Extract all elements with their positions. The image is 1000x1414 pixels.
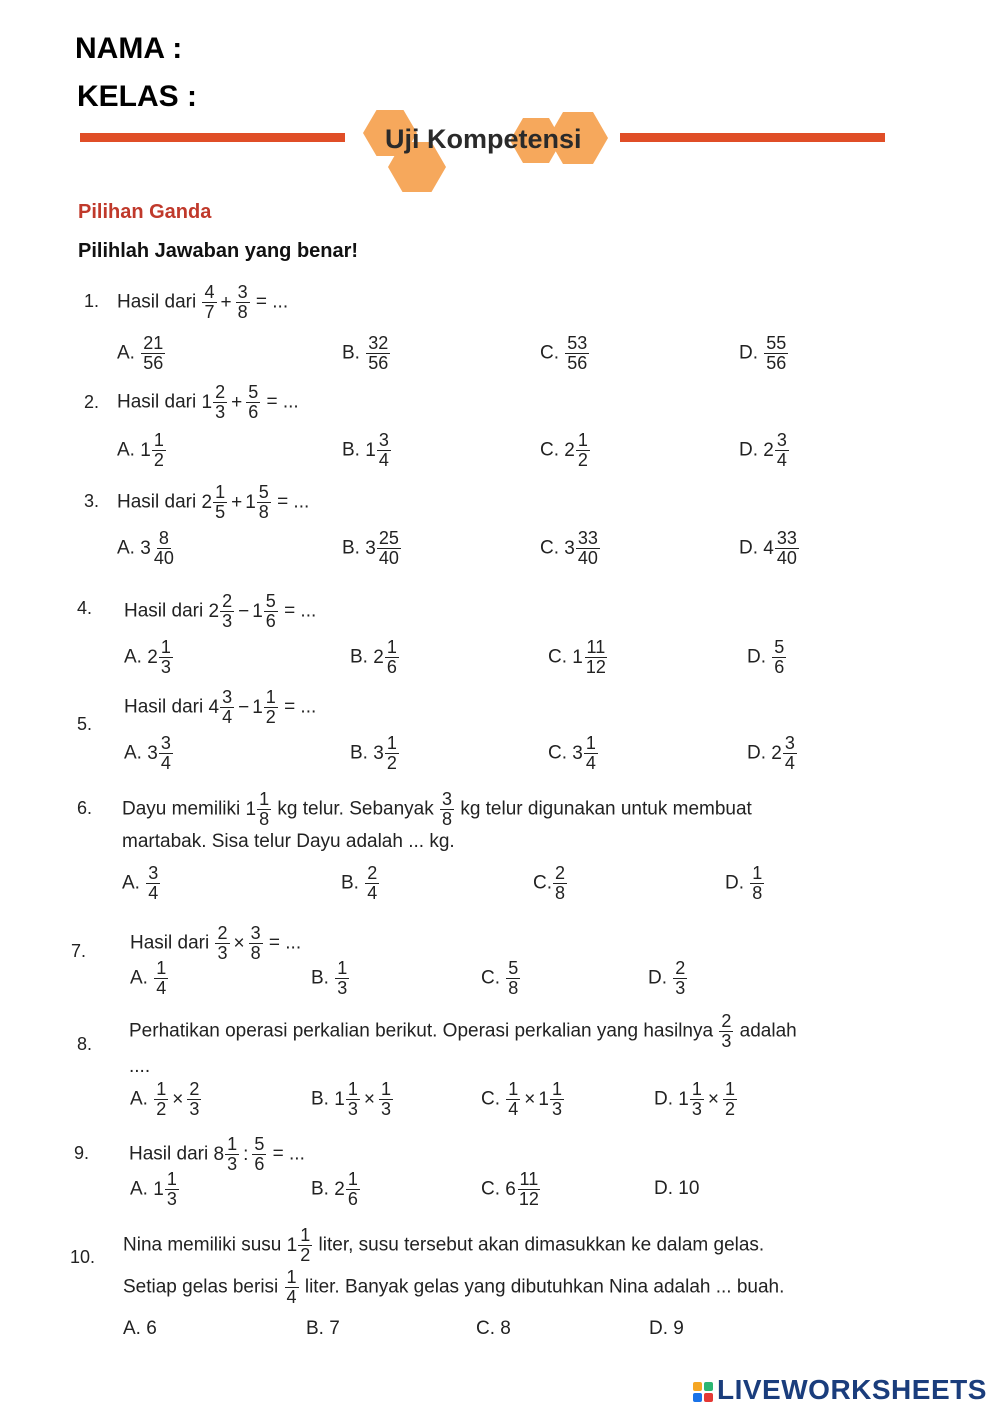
fraction: $\frac{1}{6}$ — [386, 637, 397, 677]
question-text: Hasil dari 2 $\frac{2}{3}$ − 1 $\frac{5}{6}$ = ... — [124, 591, 317, 631]
option-d[interactable]: D. $\frac{1}{8}$ — [725, 863, 763, 903]
fraction: $\frac{1}{5}$ — [215, 482, 226, 522]
fraction: $\frac{8}{40}$ — [153, 528, 174, 568]
fraction: $\frac{1}{6}$ — [347, 1169, 358, 1209]
question-text: Nina memiliki susu 1 $\frac{1}{2}$ liter, susu tersebut akan dimasukkan ke dalam gelas. — [123, 1225, 765, 1265]
option-b[interactable]: B. 3 $\frac{1}{2}$ — [350, 733, 397, 773]
fraction: $\frac{3}{4}$ — [784, 733, 795, 773]
option-a[interactable]: A. 2 $\frac{1}{3}$ — [124, 637, 171, 677]
fraction: $\frac{1}{8}$ — [752, 863, 763, 903]
logo-square — [704, 1393, 713, 1402]
fraction: $\frac{11}{12}$ — [518, 1169, 539, 1209]
question-text: Dayu memiliki 1 $\frac{1}{8}$ kg telur. Sebanyak $\frac{3}{8}$ kg telur digunakan untuk membuat — [122, 789, 752, 829]
math-expression: $\frac{4}{7}$ + $\frac{3}{8}$ — [204, 282, 248, 322]
fraction: $\frac{1}{3}$ — [691, 1079, 702, 1119]
math-expression — [439, 789, 455, 829]
math-expression: $\frac{2}{3}$ × $\frac{3}{8}$ — [217, 923, 261, 963]
fraction: $\frac{1}{4}$ — [508, 1079, 519, 1119]
fraction: $\frac{1}{2}$ — [156, 1079, 167, 1119]
option-c[interactable]: C. $\frac{2}{8}$ — [533, 863, 566, 903]
question-text-line2: .... — [129, 1056, 151, 1077]
fraction: $\frac{21}{56}$ — [143, 333, 164, 373]
fraction: $\frac{2}{3}$ — [215, 382, 226, 422]
math-expression: 1 $\frac{1}{8}$ — [245, 789, 270, 829]
option-a[interactable]: A. 6 — [123, 1318, 157, 1339]
fraction: $\frac{1}{3}$ — [227, 1134, 238, 1174]
fraction: $\frac{1}{2}$ — [265, 687, 276, 727]
fraction: $\frac{2}{3}$ — [217, 923, 228, 963]
option-c[interactable]: C. $\frac{1}{4}$ × 1 $\frac{1}{3}$ — [481, 1079, 562, 1119]
option-b[interactable]: B. 7 — [306, 1318, 340, 1339]
question-number: 1. — [84, 291, 100, 311]
instruction: Pilihlah Jawaban yang benar! — [78, 240, 359, 262]
question-text-line2: Setiap gelas berisi $\frac{1}{4}$ liter. Banyak gelas yang dibutuhkan Nina adalah ... buah. — [123, 1267, 785, 1307]
fraction: $\frac{3}{8}$ — [237, 282, 248, 322]
option-d[interactable]: D. 4 $\frac{33}{40}$ — [739, 528, 797, 568]
fraction: $\frac{1}{3}$ — [166, 1169, 177, 1209]
question-number: 7. — [71, 941, 87, 961]
option-a[interactable]: A. 3 $\frac{8}{40}$ — [117, 528, 174, 568]
question-number: 2. — [84, 392, 100, 412]
fraction: $\frac{25}{40}$ — [378, 528, 399, 568]
option-d[interactable]: D. $\frac{5}{6}$ — [747, 637, 785, 677]
fraction: $\frac{1}{8}$ — [259, 789, 270, 829]
logo-square — [693, 1393, 702, 1402]
fraction: $\frac{53}{56}$ — [567, 333, 588, 373]
section-title: Pilihan Ganda — [78, 201, 212, 223]
option-c[interactable]: C. 8 — [476, 1318, 511, 1339]
option-d[interactable]: D. 2 $\frac{3}{4}$ — [747, 733, 795, 773]
option-b[interactable]: B. $\frac{1}{3}$ — [311, 958, 348, 998]
logo-square — [704, 1382, 713, 1391]
option-d[interactable]: D. $\frac{55}{56}$ — [739, 333, 787, 373]
option-b[interactable]: B. $\frac{32}{56}$ — [342, 333, 389, 373]
option-b[interactable]: B. 3 $\frac{25}{40}$ — [342, 528, 399, 568]
question-text-line2: martabak. Sisa telur Dayu adalah ... kg. — [122, 831, 455, 852]
fraction: $\frac{5}{8}$ — [508, 958, 519, 998]
option-c[interactable]: C. 1 $\frac{11}{12}$ — [548, 637, 606, 677]
question-text: Hasil dari $\frac{4}{7}$ + $\frac{3}{8}$ = ... — [117, 282, 289, 322]
option-b[interactable]: B. 2 $\frac{1}{6}$ — [311, 1169, 358, 1209]
fraction: $\frac{4}{7}$ — [204, 282, 215, 322]
fraction: $\frac{2}{3}$ — [222, 591, 233, 631]
fraction: $\frac{1}{3}$ — [160, 637, 171, 677]
logo-square — [693, 1382, 702, 1391]
fraction: $\frac{3}{4}$ — [222, 687, 233, 727]
fraction: $\frac{2}{8}$ — [555, 863, 566, 903]
fraction: $\frac{2}{4}$ — [367, 863, 378, 903]
option-a[interactable]: A. $\frac{21}{56}$ — [117, 333, 164, 373]
fraction: $\frac{55}{56}$ — [766, 333, 787, 373]
fraction: $\frac{1}{3}$ — [551, 1079, 562, 1119]
fraction: $\frac{32}{56}$ — [368, 333, 389, 373]
fraction: $\frac{5}{6}$ — [774, 637, 785, 677]
fraction: $\frac{5}{6}$ — [248, 382, 259, 422]
option-d[interactable]: D. $\frac{2}{3}$ — [648, 958, 686, 998]
option-b[interactable]: B. 1 $\frac{1}{3}$ × $\frac{1}{3}$ — [311, 1079, 391, 1119]
question-text: Hasil dari 2 $\frac{1}{5}$ + 1 $\frac{5}{8}$ = ... — [117, 482, 310, 522]
fraction: $\frac{3}{8}$ — [250, 923, 261, 963]
option-b[interactable]: B. 1 $\frac{3}{4}$ — [342, 430, 389, 470]
fraction: $\frac{3}{4}$ — [160, 733, 171, 773]
banner-right-bar — [620, 133, 885, 142]
fraction: $\frac{5}{8}$ — [258, 482, 269, 522]
brand-name: LIVEWORKSHEETS — [717, 1374, 987, 1405]
fraction: $\frac{3}{4}$ — [378, 430, 389, 470]
option-a[interactable]: A. 3 $\frac{3}{4}$ — [124, 733, 171, 773]
option-a[interactable]: A. 1 $\frac{1}{2}$ — [117, 430, 164, 470]
math-expression — [284, 1267, 300, 1307]
option-b[interactable]: B. $\frac{2}{4}$ — [341, 863, 378, 903]
brand-logo — [693, 1374, 987, 1406]
fraction: $\frac{1}{2}$ — [386, 733, 397, 773]
fraction: $\frac{1}{4}$ — [156, 958, 167, 998]
question-number: 6. — [77, 798, 93, 818]
option-a[interactable]: A. 1 $\frac{1}{3}$ — [130, 1169, 177, 1209]
fraction: $\frac{2}{3}$ — [189, 1079, 200, 1119]
option-c[interactable]: C. 2 $\frac{1}{2}$ — [540, 430, 588, 470]
question-number: 8. — [77, 1034, 93, 1054]
option-d[interactable]: D. 2 $\frac{3}{4}$ — [739, 430, 787, 470]
fraction: $\frac{1}{4}$ — [585, 733, 596, 773]
fraction: $\frac{1}{2}$ — [577, 430, 588, 470]
option-c[interactable]: C. $\frac{5}{8}$ — [481, 958, 519, 998]
fraction: $\frac{33}{40}$ — [577, 528, 598, 568]
banner-title: Uji Kompetensi — [385, 124, 582, 154]
math-expression: 1 $\frac{2}{3}$ + $\frac{5}{6}$ — [201, 382, 259, 422]
question-number: 10. — [70, 1247, 96, 1267]
fraction: $\frac{1}{2}$ — [300, 1225, 311, 1265]
option-b[interactable]: B. 2 $\frac{1}{6}$ — [350, 637, 397, 677]
fraction: $\frac{1}{2}$ — [153, 430, 164, 470]
option-d[interactable]: D. 9 — [649, 1318, 684, 1339]
question-text: Hasil dari 8 $\frac{1}{3}$ : $\frac{5}{6}$ = ... — [129, 1134, 305, 1174]
fraction: $\frac{3}{8}$ — [442, 789, 453, 829]
fraction: $\frac{1}{3}$ — [347, 1079, 358, 1119]
math-expression: 2 $\frac{1}{5}$ + 1 $\frac{5}{8}$ — [201, 482, 269, 522]
fraction: $\frac{1}{4}$ — [286, 1267, 297, 1307]
question-number: 5. — [77, 714, 93, 734]
fraction: $\frac{1}{3}$ — [380, 1079, 391, 1119]
option-c[interactable]: C. 6 $\frac{11}{12}$ — [481, 1169, 539, 1209]
fraction: $\frac{11}{12}$ — [585, 637, 606, 677]
option-c[interactable]: C. $\frac{53}{56}$ — [540, 333, 588, 373]
question-text: Hasil dari 1 $\frac{2}{3}$ + $\frac{5}{6}$ = ... — [117, 382, 299, 422]
fraction: $\frac{1}{3}$ — [337, 958, 348, 998]
math-expression: 4 $\frac{3}{4}$ − 1 $\frac{1}{2}$ — [208, 687, 276, 727]
fraction: $\frac{5}{6}$ — [265, 591, 276, 631]
question-text: Hasil dari $\frac{2}{3}$ × $\frac{3}{8}$ = ... — [130, 923, 302, 963]
math-expression: 8 $\frac{1}{3}$ : $\frac{5}{6}$ — [213, 1134, 265, 1174]
fraction: $\frac{5}{6}$ — [254, 1134, 265, 1174]
math-expression: 2 $\frac{2}{3}$ − 1 $\frac{5}{6}$ — [208, 591, 276, 631]
name-label: NAMA : — [75, 32, 183, 65]
option-a[interactable]: A. $\frac{1}{4}$ — [130, 958, 167, 998]
option-a[interactable]: A. $\frac{1}{2}$ × $\frac{2}{3}$ — [130, 1079, 200, 1119]
fraction: $\frac{3}{4}$ — [776, 430, 787, 470]
option-c[interactable]: C. 3 $\frac{1}{4}$ — [548, 733, 596, 773]
banner-left-bar — [80, 133, 345, 142]
math-expression: 1 $\frac{1}{2}$ — [286, 1225, 311, 1265]
fraction: $\frac{2}{3}$ — [675, 958, 686, 998]
fraction: $\frac{33}{40}$ — [776, 528, 797, 568]
question-text: Hasil dari 4 $\frac{3}{4}$ − 1 $\frac{1}{2}$ = ... — [124, 687, 317, 727]
question-number: 4. — [77, 598, 93, 618]
class-label: KELAS : — [77, 80, 197, 113]
option-a[interactable]: A. $\frac{3}{4}$ — [122, 863, 159, 903]
fraction: $\frac{1}{2}$ — [724, 1079, 735, 1119]
math-expression — [718, 1011, 734, 1051]
option-c[interactable]: C. 3 $\frac{33}{40}$ — [540, 528, 598, 568]
question-text: Perhatikan operasi perkalian berikut. Operasi perkalian yang hasilnya $\frac{2}{3}$ adalah — [129, 1011, 797, 1051]
option-d[interactable]: D. 10 — [654, 1178, 700, 1199]
question-number: 9. — [74, 1143, 90, 1163]
fraction: $\frac{2}{3}$ — [721, 1011, 732, 1051]
option-d[interactable]: D. 1 $\frac{1}{3}$ × $\frac{1}{2}$ — [654, 1079, 735, 1119]
fraction: $\frac{3}{4}$ — [148, 863, 159, 903]
liveworksheets-icon — [693, 1382, 713, 1402]
question-number: 3. — [84, 491, 100, 511]
